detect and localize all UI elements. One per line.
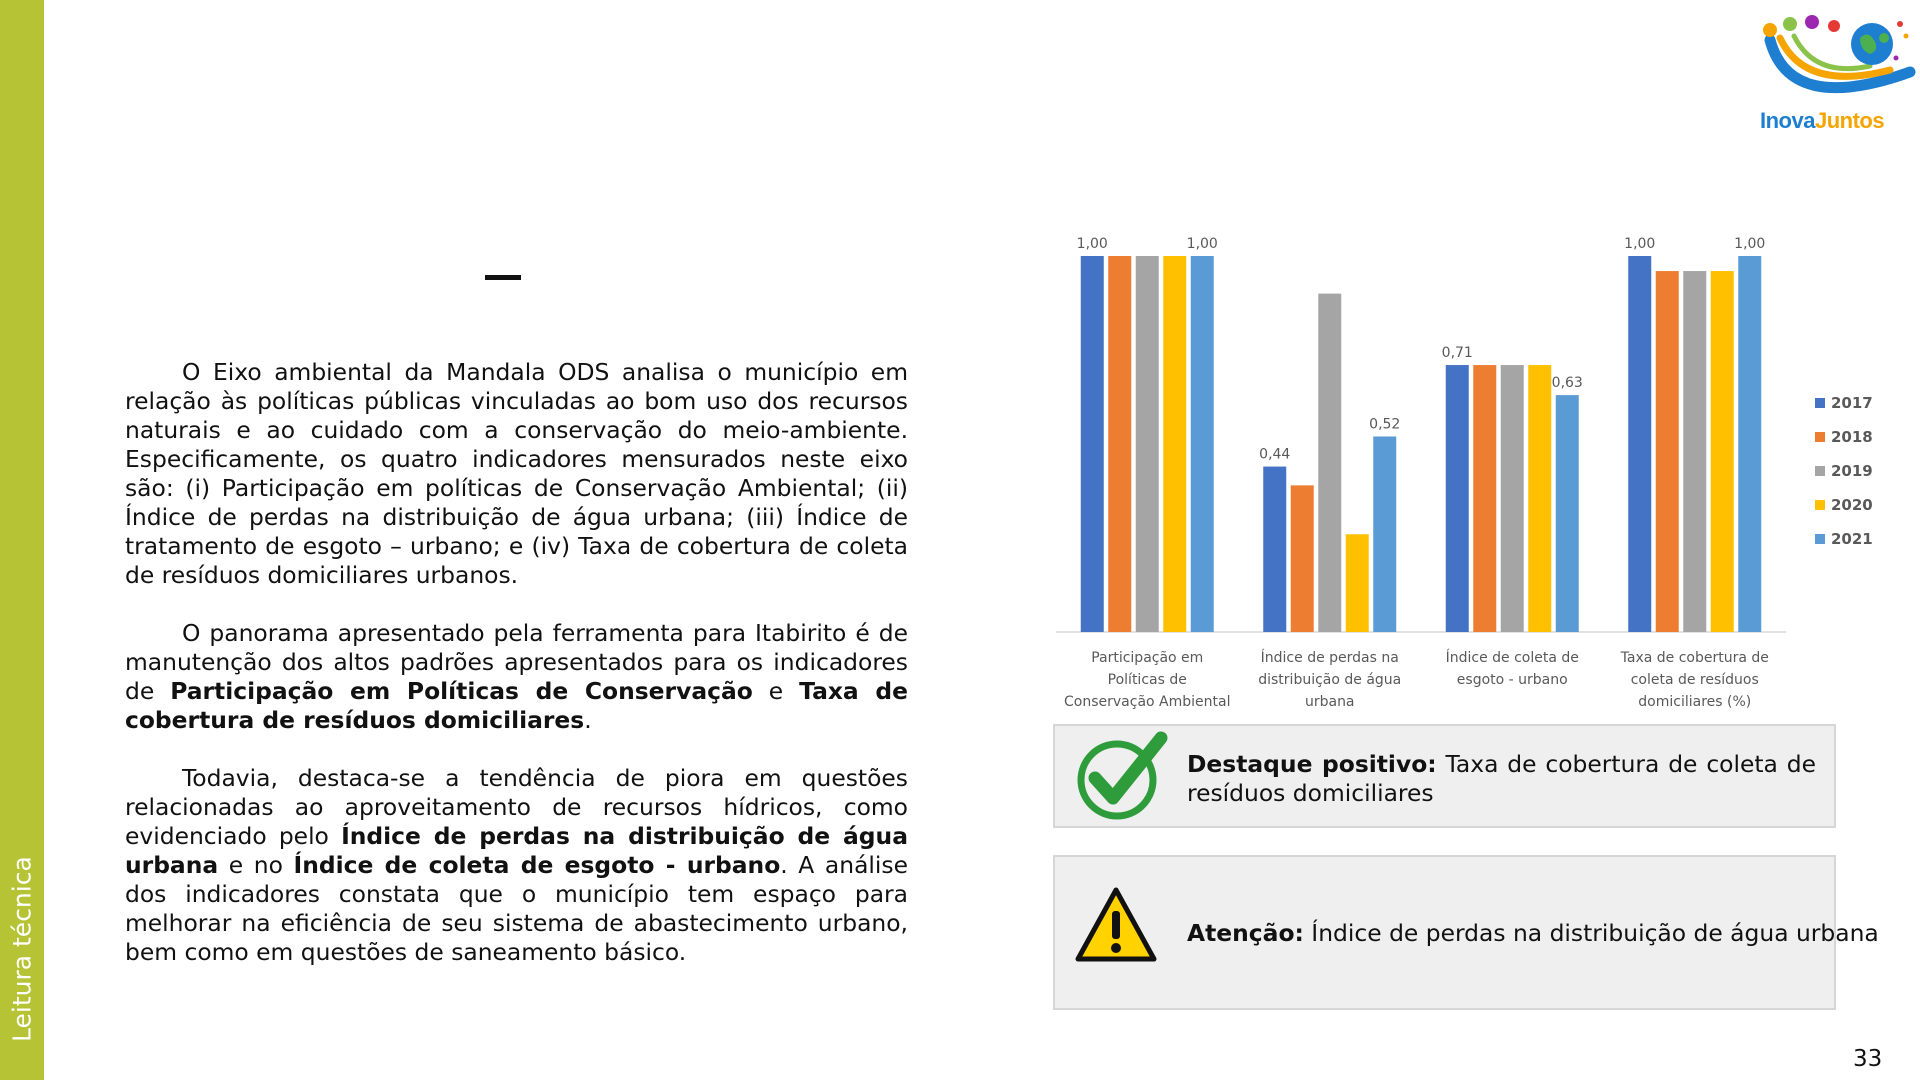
legend-swatch-2018 <box>1815 432 1825 442</box>
paragraph-3-bold-a: Índice de perdas na distribuição de água urbana <box>125 822 908 879</box>
positive-highlight-text <box>1187 750 1816 808</box>
bar-2019-cat1 <box>1136 256 1159 632</box>
data-label: 1,00 <box>1734 236 1766 252</box>
category-label: distribuição de água <box>1258 672 1402 688</box>
bar-2017-cat3 <box>1446 365 1469 632</box>
legend-label-2017: 2017 <box>1831 394 1873 412</box>
paragraph-2-text-c: . <box>584 706 592 734</box>
bar-2020-cat4 <box>1711 271 1734 632</box>
legend-label-2019: 2019 <box>1831 462 1873 480</box>
bar-2017-cat2 <box>1263 467 1286 632</box>
bar-2018-cat3 <box>1473 365 1496 632</box>
legend-swatch-2019 <box>1815 466 1825 476</box>
data-label: 0,44 <box>1259 446 1291 463</box>
sidebar-label: Leitura técnica <box>7 856 37 1042</box>
warning-icon <box>1073 885 1159 965</box>
bar-2019-cat3 <box>1501 365 1524 632</box>
legend-label-2020: 2020 <box>1831 496 1873 514</box>
bar-2021-cat2 <box>1373 436 1396 632</box>
positive-highlight-value: Taxa de cobertura de coleta de resíduos domiciliares <box>1187 750 1816 807</box>
data-label: 0,52 <box>1369 416 1401 433</box>
logo-text-part2: Juntos <box>1814 108 1885 133</box>
data-label: 0,71 <box>1441 345 1473 362</box>
positive-highlight-label: Destaque positivo: <box>1187 750 1437 778</box>
logo-text <box>1760 108 1884 134</box>
category-label: coleta de resíduos <box>1630 672 1759 688</box>
check-icon <box>1073 730 1169 826</box>
paragraph-2-bold-b: Taxa de cobertura de resíduos domiciliares <box>125 677 908 734</box>
category-label: Políticas de <box>1107 672 1187 688</box>
attention-box <box>1053 855 1879 1010</box>
bar-2020-cat3 <box>1528 365 1551 632</box>
paragraph-3-text-c: . A análise dos indicadores constata que o município tem espaço para melhorar na eficiência de seu sistema de abastecimento urbano, bem como em questões de saneamento básico. <box>125 851 908 966</box>
logo-text-part1: Inova <box>1760 108 1815 133</box>
bar-2021-cat4 <box>1738 256 1761 632</box>
legend-label-2018: 2018 <box>1831 428 1873 446</box>
bar-2018-cat4 <box>1656 271 1679 632</box>
paragraph-3-text-b: e no <box>218 851 294 879</box>
category-label: domiciliares (%) <box>1638 694 1752 710</box>
bar-2021-cat3 <box>1556 395 1579 632</box>
category-label: Participação em <box>1091 650 1204 666</box>
paragraph-2-bold-a: Participação em Políticas de Conservação <box>170 677 753 705</box>
page-number: 33 <box>1853 1046 1883 1072</box>
legend-swatch-2017 <box>1815 398 1825 408</box>
legend-swatch-2020 <box>1815 500 1825 510</box>
bar-2019-cat4 <box>1683 271 1706 632</box>
bar-2019-cat2 <box>1318 294 1341 632</box>
paragraph-3-bold-b: Índice de coleta de esgoto - urbano <box>293 851 781 879</box>
data-label: 0,63 <box>1551 375 1583 392</box>
logo-icon <box>1760 10 1920 110</box>
title-dash <box>485 275 521 280</box>
paragraph-2-text-b: e <box>752 677 800 705</box>
inovajuntos-logo <box>1760 10 1920 140</box>
legend-label-2021: 2021 <box>1831 530 1873 548</box>
data-label: 1,00 <box>1624 236 1656 252</box>
category-label: Índice de perdas na <box>1260 650 1399 666</box>
category-label: Índice de coleta de <box>1445 650 1579 666</box>
bar-2020-cat2 <box>1346 534 1369 632</box>
attention-text <box>1187 919 1879 948</box>
bar-2017-cat4 <box>1628 256 1651 632</box>
paragraph-3 <box>125 764 908 967</box>
sidebar <box>0 0 44 1080</box>
bar-2017-cat1 <box>1081 256 1104 632</box>
category-label: urbana <box>1304 694 1355 710</box>
category-label: Conservação Ambiental <box>1064 694 1231 710</box>
category-label: esgoto - urbano <box>1456 672 1568 688</box>
category-label: Taxa de cobertura de <box>1620 650 1769 666</box>
attention-value: Índice de perdas na distribuição de água urbana <box>1303 919 1879 947</box>
data-label: 1,00 <box>1186 236 1218 252</box>
positive-highlight-box <box>1053 724 1836 828</box>
indicators-bar-chart <box>1050 225 1910 715</box>
bar-2018-cat2 <box>1291 485 1314 632</box>
paragraph-1-text: O Eixo ambiental da Mandala ODS analisa o município em relação às políticas públicas vinculadas ao bom uso dos recursos naturais e ao cuidado com a conservação do meio-ambiente. Especificamente, os quatro indicadores mensurados neste eixo são: (i) Participação em políticas de Conservação Ambiental; (ii) Índice de perdas na distribuição de água urbana; (iii) Índice de tratamento de esgoto – urbano; e (iv) Taxa de cobertura de coleta de resíduos domiciliares urbanos. <box>125 358 908 589</box>
paragraph-2-text-a: O panorama apresentado pela ferramenta para Itabirito é de manutenção dos altos padrões apresentados para os indicadores de <box>125 619 908 705</box>
data-label: 1,00 <box>1076 236 1108 252</box>
bar-2021-cat1 <box>1191 256 1214 632</box>
paragraph-2 <box>125 619 908 735</box>
body-text <box>125 358 908 996</box>
attention-label: Atenção: <box>1187 919 1304 947</box>
paragraph-3-text-a: Todavia, destaca-se a tendência de piora em questões relacionadas ao aproveitamento de recursos hídricos, como evidenciado pelo <box>125 764 908 850</box>
bar-2020-cat1 <box>1163 256 1186 632</box>
paragraph-1 <box>125 358 908 590</box>
bar-2018-cat1 <box>1108 256 1131 632</box>
legend-swatch-2021 <box>1815 534 1825 544</box>
